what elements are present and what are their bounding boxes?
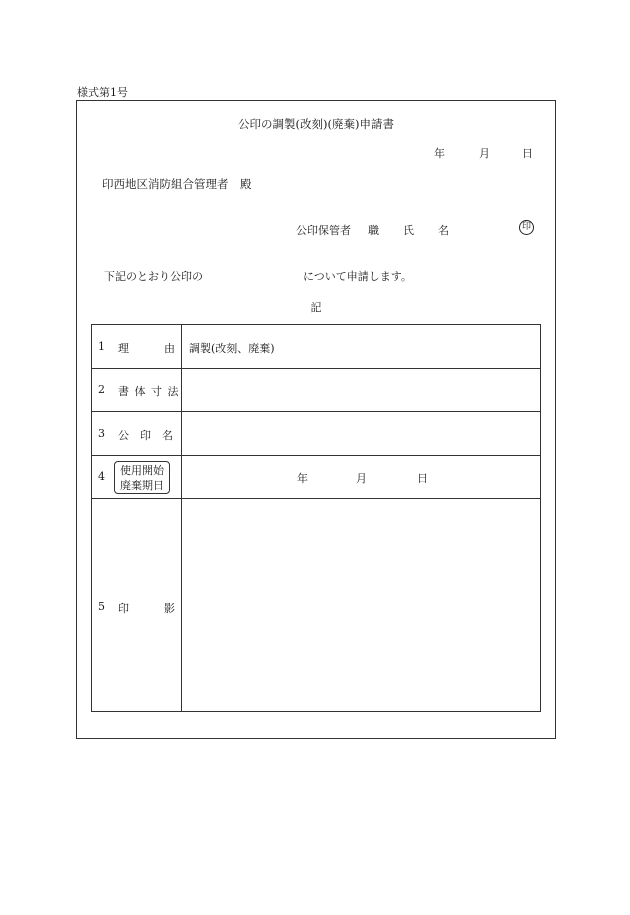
month-label: 月 — [356, 472, 367, 485]
row-label-line-1: 使用開始 — [120, 464, 164, 477]
row-label-part-2: 由 — [164, 342, 175, 355]
row-number: 2 — [98, 383, 105, 396]
row-label: 書 体 寸 法 — [118, 385, 180, 398]
name-label-1: 氏 — [403, 224, 414, 237]
applicant-line — [296, 222, 449, 238]
details-table — [91, 324, 541, 712]
document-title: 公印の調製(改刻)(廃棄)申請書 — [238, 117, 394, 131]
row-label-part-1: 理 — [118, 342, 129, 355]
request-text-end: について申請します。 — [303, 270, 412, 283]
table-row — [92, 499, 540, 713]
position-label: 職 — [368, 224, 379, 237]
year-label: 年 — [297, 472, 308, 485]
bracketed-label — [114, 461, 170, 494]
ki-heading: 記 — [310, 301, 322, 314]
reason-value: 調製(改刻、廃棄) — [189, 342, 275, 355]
day-label: 日 — [522, 147, 533, 160]
year-label: 年 — [434, 147, 445, 160]
addressee: 印西地区消防組合管理者 殿 — [102, 177, 252, 191]
month-label: 月 — [479, 147, 490, 160]
table-row — [92, 412, 540, 456]
table-row — [92, 456, 540, 499]
row-number: 5 — [98, 600, 105, 613]
form-frame — [76, 100, 556, 739]
row-number: 1 — [98, 340, 105, 353]
row-label: 公 印 名 — [118, 429, 173, 442]
row-number: 3 — [98, 427, 105, 440]
day-label: 日 — [417, 472, 428, 485]
application-date — [434, 145, 533, 161]
table-row — [92, 325, 540, 369]
row-label-part-1: 印 — [118, 602, 129, 615]
applicant-label: 公印保管者 — [296, 224, 351, 237]
name-label-2: 名 — [438, 224, 449, 237]
seal-icon: 印 — [519, 220, 534, 235]
row-label-part-2: 影 — [164, 602, 175, 615]
table-row — [92, 369, 540, 412]
row-number: 4 — [98, 470, 105, 483]
request-text-start: 下記のとおり公印の — [104, 270, 203, 283]
form-number: 様式第1号 — [77, 86, 128, 99]
row-label-line-2: 廃棄期日 — [120, 479, 164, 492]
